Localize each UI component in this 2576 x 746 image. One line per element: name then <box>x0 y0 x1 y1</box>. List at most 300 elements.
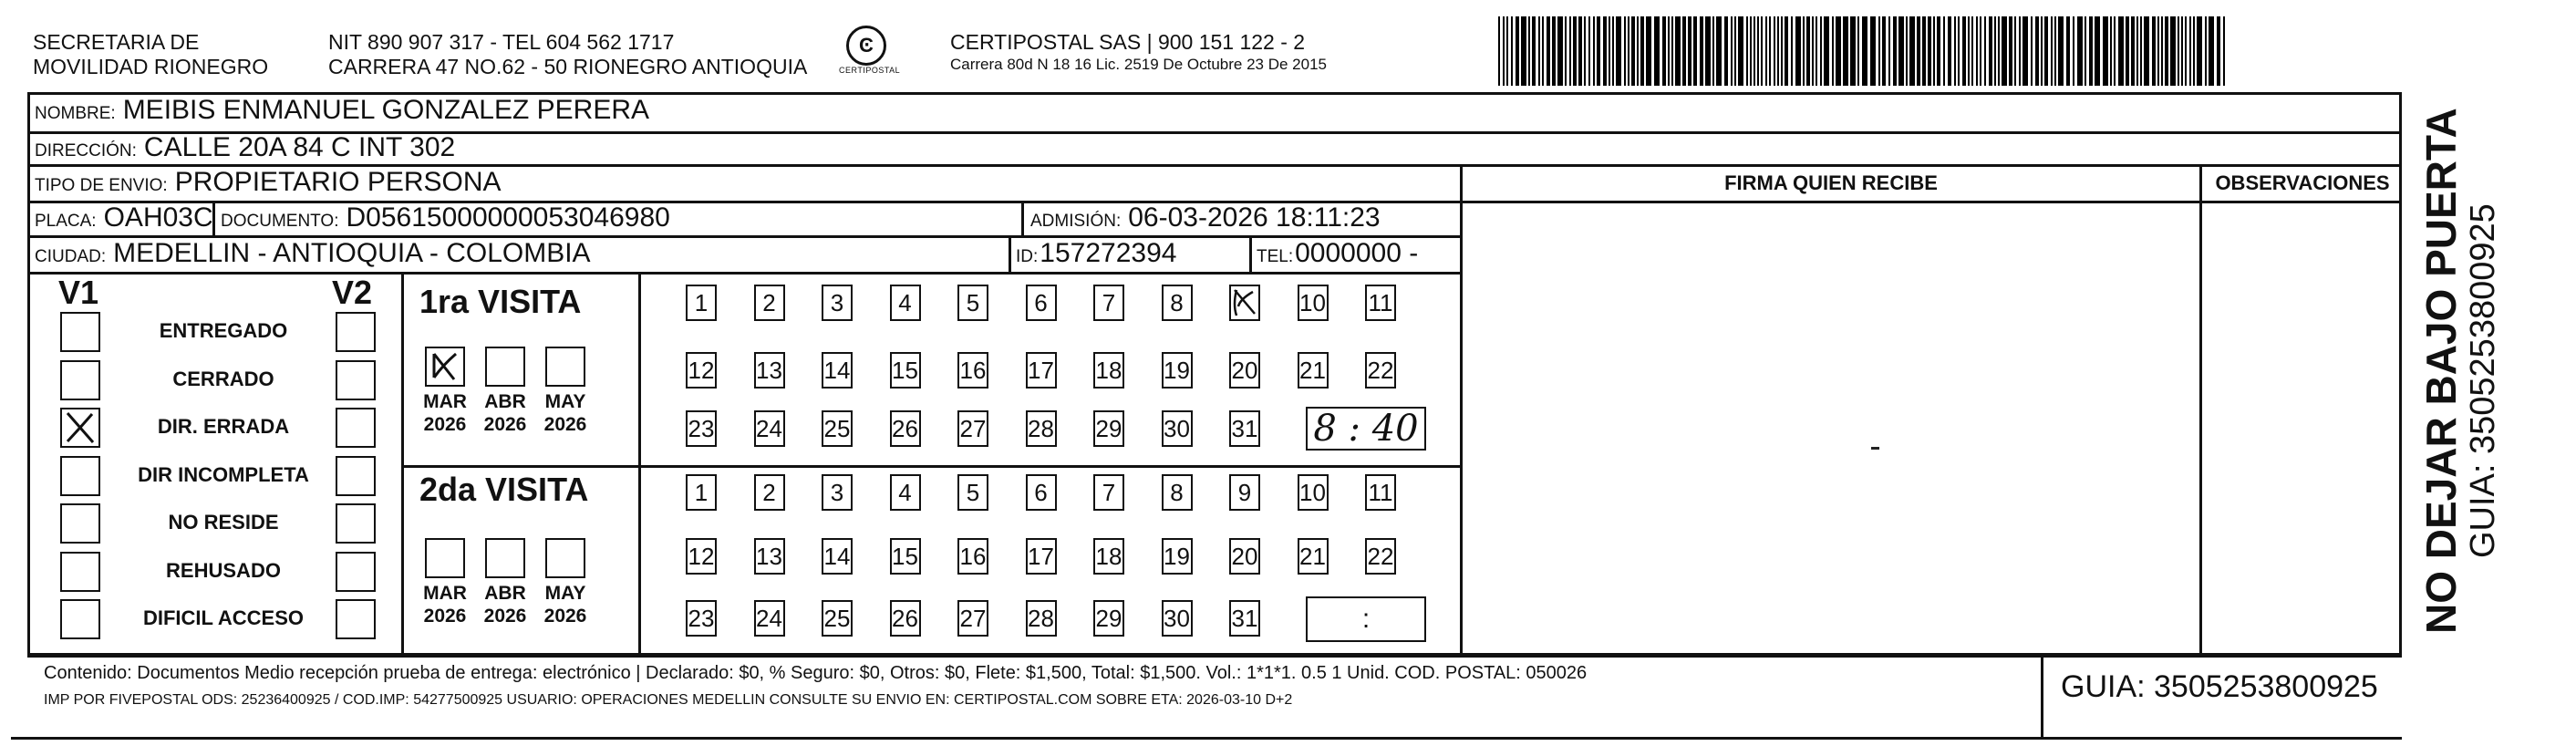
barcode-bar <box>1675 16 1681 86</box>
barcode-bar <box>1922 16 1926 86</box>
barcode-bar <box>1795 16 1801 86</box>
barcode-bar <box>2073 16 2074 86</box>
day-box[interactable]: 12 <box>686 538 717 575</box>
nombre-field <box>35 95 649 126</box>
signature-area[interactable] <box>1463 203 2199 655</box>
divider <box>1021 201 1024 235</box>
admision-label: ADMISIÓN: <box>1030 212 1122 231</box>
direccion-field <box>35 132 455 163</box>
divider <box>27 655 2402 658</box>
day-box[interactable]: 14 <box>822 352 853 389</box>
ciudad-label: CIUDAD: <box>35 247 107 266</box>
visita1-time-input[interactable]: 8 : 40 <box>1306 407 1426 451</box>
barcode-bar <box>2035 16 2039 86</box>
barcode-bar <box>1712 16 1714 86</box>
day-box[interactable]: 25 <box>822 410 853 447</box>
ciudad-value: MEDELLIN - ANTIOQUIA - COLOMBIA <box>113 238 591 268</box>
v2-checkbox[interactable] <box>336 312 376 352</box>
barcode-bar <box>1989 16 1992 86</box>
barcode-bar <box>1803 16 1805 86</box>
day-box[interactable]: 8 <box>1162 285 1193 321</box>
day-box[interactable]: 5 <box>957 474 988 511</box>
divider <box>1249 235 1252 272</box>
month-checkbox[interactable] <box>425 538 465 578</box>
barcode-bar <box>1754 16 1755 86</box>
day-box[interactable]: 5 <box>957 285 988 321</box>
barcode-bar <box>1637 16 1639 86</box>
barcode-bar <box>1624 16 1626 86</box>
day-box[interactable]: 4 <box>890 285 921 321</box>
day-box[interactable]: 15 <box>890 352 921 389</box>
barcode-bar <box>1738 16 1743 86</box>
v1-label: V1 <box>58 274 99 311</box>
barcode-bar <box>1948 16 1951 86</box>
barcode-bar <box>1971 16 1973 86</box>
barcode-bar <box>2217 16 2220 86</box>
certipostal-logo <box>839 26 901 75</box>
v1-checkbox[interactable] <box>60 312 100 352</box>
barcode-bar <box>1750 16 1752 86</box>
day-box[interactable]: 17 <box>1026 352 1057 389</box>
v1-checkbox[interactable] <box>60 408 100 448</box>
month-checkbox[interactable] <box>545 347 585 387</box>
v2-checkbox[interactable] <box>336 503 376 544</box>
barcode-bar <box>1862 16 1867 86</box>
divider <box>2041 655 2043 737</box>
day-box[interactable]: 24 <box>754 600 785 637</box>
barcode-bar <box>1503 16 1505 86</box>
day-box[interactable]: 1 <box>686 285 717 321</box>
barcode-bar <box>2118 16 2124 86</box>
day-box[interactable]: 22 <box>1365 538 1396 575</box>
barcode-bar <box>1980 16 1981 86</box>
day-box[interactable]: 26 <box>890 600 921 637</box>
barcode-bar <box>2031 16 2033 86</box>
v2-checkbox[interactable] <box>336 360 376 400</box>
day-box[interactable]: 30 <box>1162 410 1193 447</box>
barcode-bar <box>1954 16 1956 86</box>
status-label: DIFICIL ACCESO <box>142 606 304 629</box>
barcode-bar <box>1521 16 1526 86</box>
day-box[interactable]: 23 <box>686 410 717 447</box>
barcode-bar <box>1984 16 1986 86</box>
barcode-bar <box>1573 16 1577 86</box>
barcode-bar <box>2041 16 2043 86</box>
status-label: ENTREGADO <box>159 319 288 342</box>
barcode-bar <box>1538 16 1540 86</box>
barcode-bar <box>1528 16 1530 86</box>
divider <box>11 737 2402 740</box>
barcode-bar <box>2205 16 2207 86</box>
v1-checkbox[interactable] <box>60 456 100 496</box>
barcode-bar <box>1998 16 2000 86</box>
barcode-bar <box>1785 16 1788 86</box>
barcode-bar <box>1888 16 1890 86</box>
day-box[interactable]: 29 <box>1093 410 1124 447</box>
courier-license: Carrera 80d N 18 16 Lic. 2519 De Octubre 23 De 2015 <box>950 56 1327 73</box>
barcode-bar <box>1994 16 1996 86</box>
barcode-bar <box>1882 16 1886 86</box>
observaciones-label: OBSERVACIONES <box>2215 171 2390 194</box>
status-label: REHUSADO <box>166 558 281 582</box>
barcode-bar <box>1516 16 1519 86</box>
day-box[interactable]: 29 <box>1093 600 1124 637</box>
day-box[interactable]: 7 <box>1093 474 1124 511</box>
day-box[interactable]: 4 <box>890 474 921 511</box>
barcode-bar <box>1765 16 1767 86</box>
barcode-bar <box>2170 16 2176 86</box>
barcode-bar <box>1769 16 1771 86</box>
sender-nit: NIT 890 907 317 - TEL 604 562 1717 <box>328 30 675 54</box>
barcode-bar <box>1511 16 1513 86</box>
barcode-bar <box>2126 16 2129 86</box>
day-box[interactable]: 10 <box>1298 285 1329 321</box>
barcode-bar <box>1731 16 1733 86</box>
day-box[interactable]: 28 <box>1026 410 1057 447</box>
barcode-bar <box>2189 16 2191 86</box>
barcode-bar <box>1668 16 1670 86</box>
day-box[interactable]: 9 <box>1229 474 1260 511</box>
sender-contact <box>328 30 807 79</box>
placa-value: OAH03C <box>103 202 213 233</box>
barcode-bar <box>1612 16 1614 86</box>
firma-label: FIRMA QUIEN RECIBE <box>1724 171 1938 194</box>
barcode-bar <box>1616 16 1621 86</box>
barcode-bar <box>1565 16 1567 86</box>
visita1-title: 1ra VISITA <box>419 283 582 320</box>
barcode-bar <box>2223 16 2225 86</box>
barcode-bar <box>2178 16 2179 86</box>
day-box[interactable]: 20 <box>1229 352 1260 389</box>
barcode-bar <box>1757 16 1759 86</box>
barcode-bar <box>1593 16 1595 86</box>
footer-meta: IMP POR FIVEPOSTAL ODS: 25236400925 / COD.IMP: 54277500925 USUARIO: OPERACIONES MEDELLIN CONSULTE SU ENVIO EN: CERTIPOSTAL.COM SOBRE ETA: 2026-03-10 D+2 <box>44 692 1293 708</box>
divider <box>638 272 641 655</box>
barcode-bar <box>1878 16 1880 86</box>
barcode-bar <box>1832 16 1834 86</box>
barcode-bar <box>2131 16 2135 86</box>
barcode-bar <box>1843 16 1848 86</box>
barcode-bar <box>2051 16 2053 86</box>
barcode-bar <box>1761 16 1763 86</box>
v1-checkbox[interactable] <box>60 552 100 592</box>
day-box[interactable]: 18 <box>1093 352 1124 389</box>
day-box[interactable]: 19 <box>1162 352 1193 389</box>
day-box[interactable]: 1 <box>686 474 717 511</box>
barcode-bar <box>1836 16 1841 86</box>
day-box[interactable]: 21 <box>1298 352 1329 389</box>
status-label: DIR INCOMPLETA <box>138 462 309 486</box>
barcode-bar <box>2136 16 2138 86</box>
barcode-bar <box>1898 16 1904 86</box>
day-box[interactable]: 16 <box>957 538 988 575</box>
courier-name: CERTIPOSTAL SAS | 900 151 122 - 2 <box>950 30 1306 54</box>
barcode-bar <box>1693 16 1697 86</box>
barcode-bar <box>2023 16 2028 86</box>
barcode-bar <box>2058 16 2064 86</box>
barcode <box>1498 16 2228 86</box>
barcode-bar <box>2110 16 2112 86</box>
nombre-value: MEIBIS ENMANUEL GONZALEZ PERERA <box>122 95 650 125</box>
barcode-bar <box>1806 16 1810 86</box>
barcode-bar <box>1857 16 1859 86</box>
divider <box>27 272 1463 275</box>
courier-block <box>950 30 1327 75</box>
barcode-bar <box>1958 16 1960 86</box>
barcode-bar <box>1812 16 1814 86</box>
barcode-bar <box>1631 16 1635 86</box>
status-label: DIR. ERRADA <box>157 415 290 438</box>
x-mark-icon <box>427 348 463 385</box>
day-box[interactable] <box>1229 285 1260 321</box>
month-checkbox[interactable] <box>485 538 525 578</box>
barcode-bar <box>1906 16 1908 86</box>
day-box[interactable]: 20 <box>1229 538 1260 575</box>
status-label: CERRADO <box>172 367 274 390</box>
barcode-bar <box>1700 16 1703 86</box>
barcode-bar <box>1588 16 1590 86</box>
day-box[interactable]: 6 <box>1026 474 1057 511</box>
barcode-bar <box>2161 16 2163 86</box>
barcode-bar <box>1506 16 1508 86</box>
day-box[interactable]: 27 <box>957 600 988 637</box>
visita2-title: 2da VISITA <box>419 471 589 508</box>
admision-value: 06-03-2026 18:11:23 <box>1128 202 1381 233</box>
day-box[interactable]: 25 <box>822 600 853 637</box>
day-box[interactable]: 17 <box>1026 538 1057 575</box>
day-box[interactable]: 2 <box>754 474 785 511</box>
barcode-bar <box>1976 16 1978 86</box>
ciudad-field <box>35 238 591 269</box>
month-label: ABR 2026 <box>483 583 527 627</box>
day-box[interactable]: 11 <box>1365 285 1396 321</box>
barcode-bar <box>1716 16 1722 86</box>
status-label: NO RESIDE <box>168 511 279 534</box>
barcode-bar <box>1820 16 1822 86</box>
barcode-bar <box>2085 16 2086 86</box>
ink-mark <box>1871 447 1879 450</box>
month-label: MAR 2026 <box>423 583 467 627</box>
day-box[interactable]: 31 <box>1229 410 1260 447</box>
v1-checkbox[interactable] <box>60 503 100 544</box>
month-label: MAY 2026 <box>543 583 587 627</box>
barcode-bar <box>2157 16 2159 86</box>
tel-field <box>1257 238 1418 269</box>
v2-label: V2 <box>332 274 373 311</box>
barcode-bar <box>2044 16 2048 86</box>
nombre-label: NOMBRE: <box>35 104 116 123</box>
footer-guia: GUIA: 3505253800925 <box>2061 669 2378 704</box>
day-box[interactable]: 8 <box>1162 474 1193 511</box>
barcode-bar <box>1917 16 1920 86</box>
barcode-bar <box>1928 16 1931 86</box>
day-box[interactable]: 28 <box>1026 600 1057 637</box>
barcode-bar <box>1937 16 1940 86</box>
barcode-bar <box>1552 16 1556 86</box>
v2-checkbox[interactable] <box>336 456 376 496</box>
barcode-bar <box>2009 16 2012 86</box>
day-box[interactable]: 2 <box>754 285 785 321</box>
day-box[interactable]: 13 <box>754 352 785 389</box>
barcode-bar <box>1547 16 1550 86</box>
barcode-bar <box>2144 16 2149 86</box>
barcode-bar <box>1584 16 1586 86</box>
barcode-bar <box>2103 16 2108 86</box>
day-box[interactable]: 24 <box>754 410 785 447</box>
tel-label: TEL: <box>1257 247 1294 266</box>
divider <box>401 465 1463 468</box>
day-box[interactable]: 26 <box>890 410 921 447</box>
barcode-bar <box>1597 16 1600 86</box>
barcode-bar <box>2197 16 2202 86</box>
barcode-bar <box>1557 16 1563 86</box>
observations-area[interactable] <box>2202 203 2401 655</box>
barcode-bar <box>1850 16 1856 86</box>
barcode-bar <box>1734 16 1736 86</box>
barcode-bar <box>2014 16 2016 86</box>
barcode-bar <box>2114 16 2116 86</box>
id-value: 157272394 <box>1040 238 1177 268</box>
x-mark-icon <box>62 409 98 446</box>
barcode-bar <box>1688 16 1691 86</box>
direccion-label: DIRECCIÓN: <box>35 141 137 161</box>
barcode-bar <box>1781 16 1783 86</box>
sender-line-2: MOVILIDAD RIONEGRO <box>33 55 269 78</box>
barcode-bar <box>1682 16 1686 86</box>
barcode-bar <box>1933 16 1935 86</box>
barcode-bar <box>1816 16 1817 86</box>
barcode-bar <box>1943 16 1945 86</box>
barcode-bar <box>2193 16 2195 86</box>
barcode-bar <box>2054 16 2056 86</box>
visita2-time-input[interactable]: : <box>1306 596 1426 642</box>
barcode-bar <box>1893 16 1897 86</box>
id-label: ID: <box>1016 247 1039 266</box>
barcode-bar <box>1542 16 1544 86</box>
logo-icon: Ͼ <box>846 26 886 66</box>
logo-text: CERTIPOSTAL <box>839 66 901 75</box>
barcode-bar <box>1654 16 1660 86</box>
barcode-bar <box>2077 16 2083 86</box>
v2-checkbox[interactable] <box>336 552 376 592</box>
barcode-bar <box>1705 16 1711 86</box>
documento-field <box>221 202 670 233</box>
barcode-bar <box>1962 16 1966 86</box>
day-box[interactable]: 15 <box>890 538 921 575</box>
day-box[interactable]: 21 <box>1298 538 1329 575</box>
barcode-bar <box>1777 16 1779 86</box>
divider <box>401 272 404 655</box>
day-box[interactable]: 19 <box>1162 538 1193 575</box>
v2-checkbox[interactable] <box>336 599 376 639</box>
barcode-bar <box>1569 16 1571 86</box>
barcode-bar <box>1640 16 1644 86</box>
barcode-bar <box>1609 16 1610 86</box>
barcode-bar <box>1578 16 1582 86</box>
sender-address: CARRERA 47 NO.62 - 50 RIONEGRO ANTIOQUIA <box>328 55 808 78</box>
tipo-envio-label: TIPO DE ENVIO: <box>35 176 168 195</box>
tipo-envio-value: PROPIETARIO PERSONA <box>174 167 502 197</box>
footer-content: Contenido: Documentos Medio recepción prueba de entrega: electrónico | Declarado: $0, % Seguro: $0, Otros: $0, Flete: $1,500, Total: $1,500. Vol.: 1*1*1. 0.5 1 Unid. COD. POSTAL: 050026 <box>44 663 1588 683</box>
admision-field <box>1030 202 1381 233</box>
sender-line-1: SECRETARIA DE <box>33 30 200 54</box>
month-label: MAY 2026 <box>543 391 587 435</box>
sender-block <box>33 30 268 79</box>
divider <box>1009 235 1011 272</box>
barcode-bar <box>2181 16 2183 86</box>
barcode-bar <box>1909 16 1915 86</box>
id-field <box>1016 238 1176 269</box>
month-checkbox[interactable] <box>485 347 525 387</box>
month-checkbox[interactable] <box>425 347 465 387</box>
barcode-bar <box>1724 16 1728 86</box>
placa-field <box>35 202 213 233</box>
day-box[interactable]: 22 <box>1365 352 1396 389</box>
barcode-bar <box>1791 16 1793 86</box>
barcode-bar <box>1870 16 1876 86</box>
barcode-bar <box>1662 16 1666 86</box>
barcode-bar <box>1824 16 1829 86</box>
barcode-bar <box>2185 16 2187 86</box>
barcode-bar <box>2140 16 2142 86</box>
day-box[interactable]: 16 <box>957 352 988 389</box>
barcode-bar <box>2095 16 2100 86</box>
tel-value: 0000000 - <box>1295 238 1419 268</box>
v2-checkbox[interactable] <box>336 408 376 448</box>
barcode-bar <box>2002 16 2007 86</box>
day-box[interactable]: 14 <box>822 538 853 575</box>
barcode-bar <box>1646 16 1651 86</box>
barcode-bar <box>1628 16 1629 86</box>
side-warning: NO DEJAR BAJO PUERTA <box>2417 108 2465 634</box>
barcode-bar <box>1746 16 1748 86</box>
barcode-bar <box>1968 16 1970 86</box>
placa-label: PLACA: <box>35 212 97 231</box>
day-box[interactable]: 3 <box>822 474 853 511</box>
v1-checkbox[interactable] <box>60 360 100 400</box>
day-box[interactable]: 6 <box>1026 285 1057 321</box>
barcode-bar <box>2165 16 2168 86</box>
barcode-bar <box>1532 16 1536 86</box>
barcode-bar <box>1671 16 1673 86</box>
month-checkbox[interactable] <box>545 538 585 578</box>
day-box[interactable]: 18 <box>1093 538 1124 575</box>
tipo-envio-field <box>35 167 502 198</box>
day-box[interactable]: 3 <box>822 285 853 321</box>
day-box[interactable]: 13 <box>754 538 785 575</box>
day-box[interactable]: 11 <box>1365 474 1396 511</box>
day-box[interactable]: 30 <box>1162 600 1193 637</box>
v1-checkbox[interactable] <box>60 599 100 639</box>
day-box[interactable]: 27 <box>957 410 988 447</box>
documento-label: DOCUMENTO: <box>221 212 339 231</box>
barcode-bar <box>2152 16 2156 86</box>
month-label: ABR 2026 <box>483 391 527 435</box>
barcode-bar <box>1603 16 1607 86</box>
day-mark-icon <box>1231 286 1258 319</box>
day-box[interactable]: 7 <box>1093 285 1124 321</box>
side-guia: GUIA: 3505253800925 <box>2464 203 2502 558</box>
day-box[interactable]: 31 <box>1229 600 1260 637</box>
direccion-value: CALLE 20A 84 C INT 302 <box>143 132 456 162</box>
day-box[interactable]: 10 <box>1298 474 1329 511</box>
day-box[interactable]: 23 <box>686 600 717 637</box>
barcode-bar <box>2089 16 2093 86</box>
day-box[interactable]: 12 <box>686 352 717 389</box>
barcode-bar <box>1774 16 1775 86</box>
barcode-bar <box>2209 16 2214 86</box>
barcode-bar <box>1498 16 1500 86</box>
